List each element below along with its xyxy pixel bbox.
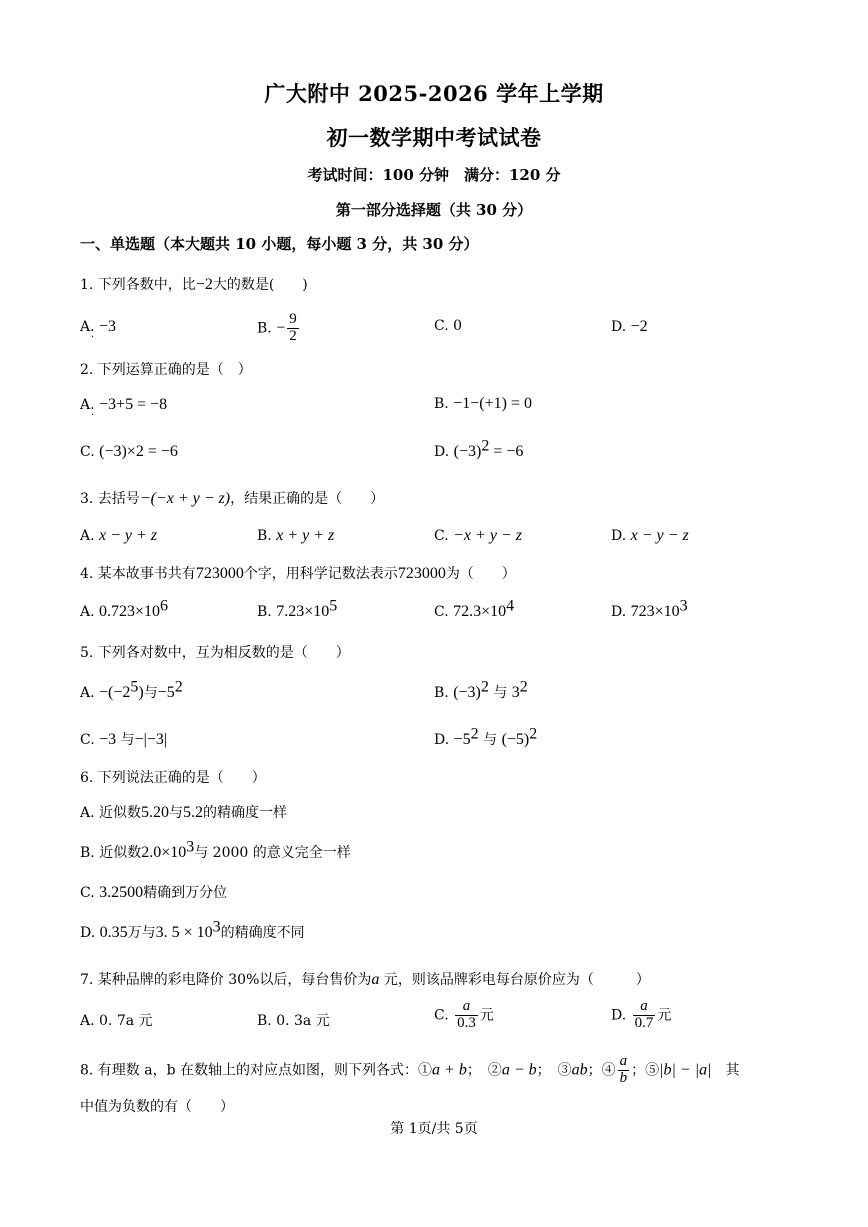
page-footer: 第 1页/共 5页 bbox=[390, 1121, 478, 1137]
math: −2 bbox=[630, 318, 648, 335]
numerator: a bbox=[455, 999, 478, 1016]
math: −5 bbox=[453, 731, 471, 748]
exponent: 3 bbox=[679, 597, 688, 615]
math: 723000 bbox=[195, 565, 244, 582]
option-7b[interactable]: B. 0. 3a 元 bbox=[257, 1013, 330, 1029]
option-5a[interactable] bbox=[80, 678, 183, 702]
math: ) bbox=[138, 684, 144, 701]
option-label: D. bbox=[434, 732, 450, 748]
option-6a[interactable] bbox=[80, 802, 287, 822]
math: (−3) bbox=[453, 443, 482, 460]
option-2b[interactable] bbox=[434, 395, 532, 413]
math: 3.2500 bbox=[99, 884, 144, 901]
math: (−3)×2 = −6 bbox=[99, 443, 178, 460]
option-label: B. bbox=[257, 528, 272, 544]
exam-title: 广大附中 2025-2026 学年上学期 bbox=[264, 81, 604, 106]
exponent: 2 bbox=[481, 437, 490, 455]
option-text: 万与 bbox=[127, 925, 156, 941]
option-text: 近似数 bbox=[99, 805, 142, 821]
option-7a[interactable]: A. 0. 7a 元 bbox=[80, 1013, 153, 1029]
option-label: D. bbox=[80, 925, 96, 941]
math: a bbox=[371, 971, 380, 988]
question-5: 5. 下列各对数中，互为相反数的是（ ） bbox=[80, 645, 350, 661]
option-label: C. bbox=[80, 444, 95, 460]
question-4 bbox=[80, 563, 516, 583]
question-7 bbox=[80, 969, 650, 989]
math: −1−(+1) = 0 bbox=[453, 395, 532, 412]
question-text: 个字，用科学记数法表示 bbox=[243, 566, 398, 582]
question-text: ； ② bbox=[466, 1062, 502, 1079]
math: 5.20 bbox=[141, 804, 170, 821]
question-text: 3. 去括号 bbox=[80, 491, 140, 507]
exponent: 2 bbox=[470, 725, 479, 743]
numerator: a bbox=[619, 1053, 628, 1069]
exponent: 5 bbox=[130, 678, 139, 696]
math: 723×10 bbox=[630, 603, 680, 620]
math: x − y + z bbox=[99, 527, 158, 544]
option-5d[interactable] bbox=[434, 725, 538, 749]
option-label: B. bbox=[434, 396, 449, 412]
option-1b[interactable] bbox=[257, 312, 301, 345]
option-text: 近似数 bbox=[99, 845, 142, 861]
option-label: A. bbox=[80, 604, 95, 620]
option-4d[interactable] bbox=[611, 597, 688, 621]
option-6b[interactable] bbox=[80, 838, 351, 862]
question-text: ； ③ bbox=[536, 1062, 572, 1079]
option-3a[interactable] bbox=[80, 527, 157, 545]
option-text: 的精确度一样 bbox=[203, 805, 288, 821]
math: 3 bbox=[511, 684, 520, 701]
math: − bbox=[276, 319, 286, 337]
fraction bbox=[287, 312, 299, 345]
exponent: 2 bbox=[174, 678, 183, 696]
option-label: A. bbox=[80, 528, 95, 544]
option-label: B. bbox=[257, 604, 272, 620]
question-2: 2. 下列运算正确的是（ ） bbox=[80, 362, 252, 378]
option-3d[interactable] bbox=[611, 527, 689, 545]
option-7d[interactable] bbox=[611, 999, 671, 1032]
option-label: A. bbox=[80, 685, 95, 701]
math: 723000 bbox=[397, 565, 446, 582]
question-6: 6. 下列说法正确的是（ ） bbox=[80, 770, 266, 786]
question-text: 1. 下列各数中，比 bbox=[80, 277, 196, 293]
connector-text: 与 bbox=[120, 732, 135, 748]
option-3c[interactable] bbox=[434, 527, 522, 545]
question-text: 元，则该品牌彩电每台原价应为（ ） bbox=[379, 972, 650, 988]
math: 5.2 bbox=[183, 804, 204, 821]
question-text: 其 bbox=[711, 1062, 740, 1079]
math: = −6 bbox=[489, 443, 524, 460]
option-1c[interactable]: C. 0 bbox=[434, 318, 463, 334]
numerator: a bbox=[633, 999, 656, 1016]
math: (−3) bbox=[453, 684, 481, 701]
option-label: A. bbox=[80, 397, 95, 413]
denominator: b bbox=[619, 1069, 628, 1086]
option-text: 与 2000 的意义完全一样 bbox=[194, 845, 351, 861]
option-4b[interactable] bbox=[257, 597, 338, 621]
fraction bbox=[618, 1054, 630, 1087]
math: −x + y − z bbox=[453, 527, 522, 544]
connector-text: 与 bbox=[169, 805, 184, 821]
option-4c[interactable] bbox=[434, 597, 515, 621]
exponent: 2 bbox=[519, 678, 528, 696]
option-label: C. bbox=[434, 604, 449, 620]
dot-mark: · bbox=[91, 410, 95, 421]
math: −(−2 bbox=[99, 684, 131, 701]
option-label: D. bbox=[611, 319, 627, 335]
option-label: A. bbox=[80, 319, 95, 335]
math: 7.23×10 bbox=[276, 603, 330, 620]
option-6c[interactable] bbox=[80, 882, 227, 902]
dot-mark: · bbox=[91, 332, 95, 343]
denominator: 2 bbox=[289, 327, 297, 344]
option-label: C. bbox=[80, 732, 95, 748]
math: −3 bbox=[99, 318, 117, 335]
math: −5 bbox=[157, 684, 175, 701]
option-5c[interactable] bbox=[80, 729, 167, 749]
math: −3+5 = −8 bbox=[99, 396, 168, 413]
question-text: 大的数是( ) bbox=[212, 277, 308, 293]
question-3 bbox=[80, 488, 384, 508]
exponent: 2 bbox=[529, 725, 538, 743]
option-label: C. bbox=[80, 885, 95, 901]
option-3b[interactable] bbox=[257, 527, 334, 545]
fraction bbox=[633, 999, 656, 1032]
option-7c[interactable] bbox=[434, 999, 494, 1032]
unit-text: 元 bbox=[657, 1007, 672, 1024]
option-label: B. bbox=[257, 320, 272, 337]
math: 0.723×10 bbox=[99, 603, 161, 620]
option-6d[interactable] bbox=[80, 918, 305, 942]
option-text: 精确到万分位 bbox=[143, 885, 228, 901]
exponent: 5 bbox=[329, 597, 338, 615]
denominator: 0.3 bbox=[457, 1014, 476, 1031]
exam-subtitle: 初一数学期中考试试卷 bbox=[326, 125, 542, 150]
option-label: A. bbox=[80, 805, 95, 821]
denominator: 0.7 bbox=[634, 1014, 654, 1031]
option-text: 的精确度不同 bbox=[220, 925, 305, 941]
option-label: C. bbox=[434, 1007, 449, 1024]
option-label: C. bbox=[434, 528, 449, 544]
math: x + y + z bbox=[276, 527, 335, 544]
option-label: B. bbox=[434, 685, 449, 701]
math: −3 bbox=[99, 731, 117, 748]
math: 0.35 bbox=[99, 924, 128, 941]
math: 2.0×10 bbox=[141, 844, 187, 861]
option-4a[interactable] bbox=[80, 597, 169, 621]
option-label: D. bbox=[611, 604, 627, 620]
connector-text: 与 bbox=[143, 685, 158, 701]
option-label: B. bbox=[80, 845, 95, 861]
option-label: D. bbox=[611, 528, 627, 544]
question-text: ；④ bbox=[587, 1062, 616, 1079]
option-label: D. bbox=[611, 1007, 627, 1024]
exponent: 2 bbox=[480, 678, 489, 696]
math: ab bbox=[571, 1061, 588, 1079]
numerator: 9 bbox=[289, 311, 297, 327]
math: −(−x + y − z) bbox=[139, 490, 231, 507]
connector-text: 与 bbox=[493, 685, 508, 701]
math: −2 bbox=[195, 276, 213, 293]
option-label: D. bbox=[434, 444, 450, 460]
exponent: 3 bbox=[212, 918, 221, 936]
question-8-line2: 中值为负数的有（ ） bbox=[80, 1099, 234, 1115]
math: 3. 5 × 10 bbox=[155, 924, 213, 941]
exponent: 3 bbox=[186, 838, 195, 856]
option-1a[interactable] bbox=[80, 318, 116, 336]
question-text: 8. 有理数 a，b 在数轴上的对应点如图，则下列各式：① bbox=[80, 1062, 433, 1079]
question-1 bbox=[80, 274, 308, 294]
exponent: 4 bbox=[506, 597, 515, 615]
option-5b[interactable] bbox=[434, 678, 528, 702]
math: x − y − z bbox=[630, 527, 689, 544]
exponent: 6 bbox=[160, 597, 169, 615]
math: 72.3×10 bbox=[453, 603, 507, 620]
math: a − b bbox=[501, 1061, 537, 1079]
unit-text: 元 bbox=[479, 1007, 494, 1024]
math: a + b bbox=[432, 1061, 467, 1079]
math: −|−3| bbox=[134, 731, 168, 748]
question-text: ，结果正确的是（ ） bbox=[230, 491, 385, 507]
question-text: 7. 某种品牌的彩电降价 30%以后，每台售价为 bbox=[80, 972, 372, 988]
question-text: ；⑤ bbox=[631, 1062, 660, 1079]
question-text: 为（ ） bbox=[445, 566, 516, 582]
exam-info: 考试时间：100 分钟 满分：120 分 bbox=[307, 166, 561, 184]
math: |b| − |a| bbox=[659, 1061, 712, 1079]
section-heading: 一、单选题（本大题共 10 小题，每小题 3 分，共 30 分） bbox=[80, 235, 479, 253]
question-text: 4. 某本故事书共有 bbox=[80, 566, 196, 582]
math: (−5) bbox=[501, 731, 530, 748]
option-2d[interactable] bbox=[434, 437, 524, 461]
question-8 bbox=[80, 1054, 740, 1087]
part-heading: 第一部分选择题（共 30 分） bbox=[335, 201, 533, 219]
option-2c[interactable] bbox=[80, 443, 178, 461]
connector-text: 与 bbox=[483, 732, 498, 748]
option-1d[interactable] bbox=[611, 318, 648, 336]
fraction bbox=[455, 999, 478, 1032]
